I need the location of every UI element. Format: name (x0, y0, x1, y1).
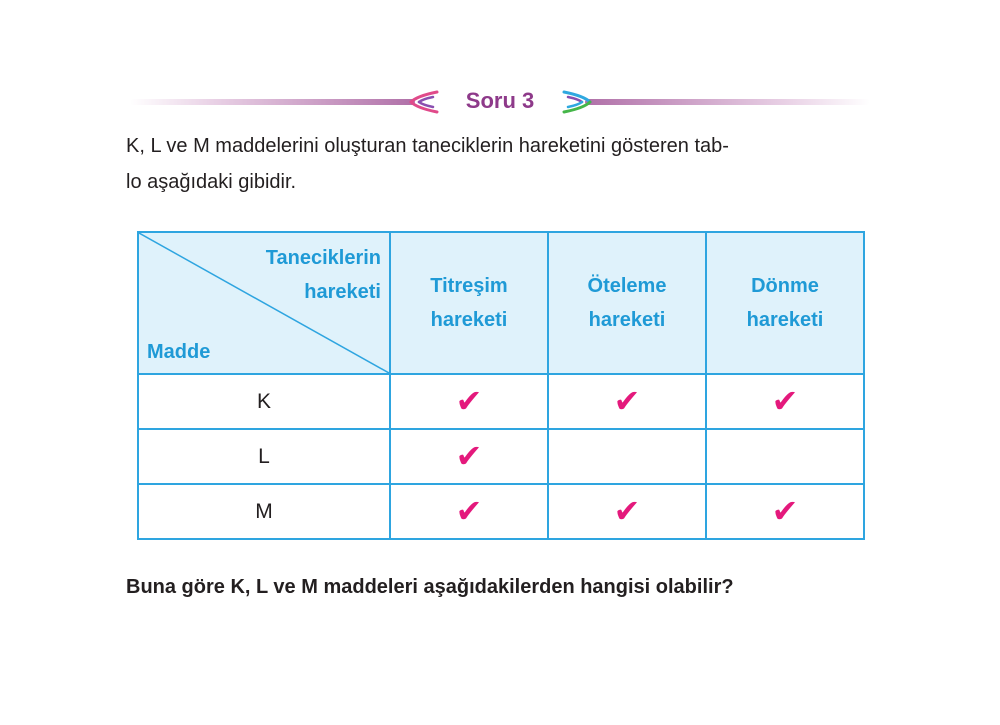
column-header-line-2: hareketi (588, 309, 666, 331)
column-header-donme (706, 232, 864, 374)
intro-line-1: K, L ve M maddelerini oluşturan taneciklerin hareketini gösteren tab- (126, 135, 729, 157)
header-right-bar (585, 99, 870, 105)
question-header (130, 84, 870, 120)
corner-top-line-1: Taneciklerin (265, 247, 381, 269)
corner-header-cell (138, 232, 390, 374)
table-row (138, 429, 864, 484)
question-intro (126, 128, 878, 200)
cell-donme (706, 429, 864, 484)
column-header-line-2: hareketi (746, 309, 824, 331)
table-row (138, 374, 864, 429)
cell-oteleme (548, 374, 706, 429)
table-row (138, 484, 864, 539)
check-mark-icon: ✔ (455, 493, 483, 529)
corner-bottom-label: Madde (147, 341, 211, 363)
check-mark-icon: ✔ (455, 438, 483, 474)
check-mark-icon: ✔ (455, 383, 483, 419)
row-label-k: K (138, 374, 390, 429)
column-header-line-2: hareketi (430, 309, 508, 331)
question-prompt: Buna göre K, L ve M maddeleri aşağıdakilerden hangisi olabilir? (126, 576, 734, 598)
cell-oteleme (548, 484, 706, 539)
column-header-line-1: Titreşim (430, 275, 508, 297)
row-label-m: M (138, 484, 390, 539)
column-header-oteleme (548, 232, 706, 374)
check-mark-icon: ✔ (771, 383, 799, 419)
check-mark-icon: ✔ (771, 493, 799, 529)
cell-titresim (390, 429, 548, 484)
table-header-row (138, 232, 864, 374)
check-mark-icon: ✔ (613, 493, 641, 529)
cell-donme (706, 374, 864, 429)
check-mark-icon: ✔ (613, 383, 641, 419)
row-label-l: L (138, 429, 390, 484)
cell-titresim (390, 374, 548, 429)
question-title: Soru 3 (465, 88, 535, 113)
table-body (138, 374, 864, 539)
corner-top-line-2: hareketi (304, 281, 381, 303)
cell-titresim (390, 484, 548, 539)
cell-oteleme (548, 429, 706, 484)
column-header-line-1: Dönme (751, 275, 819, 297)
motion-table (137, 231, 865, 540)
corner-top-label (266, 241, 381, 309)
cell-donme (706, 484, 864, 539)
header-left-bar (130, 99, 415, 105)
intro-line-2: lo aşağıdaki gibidir. (126, 171, 297, 193)
left-arrows-icon (407, 88, 441, 116)
column-header-line-1: Öteleme (587, 275, 667, 297)
right-arrows-icon (560, 88, 594, 116)
column-header-titresim (390, 232, 548, 374)
